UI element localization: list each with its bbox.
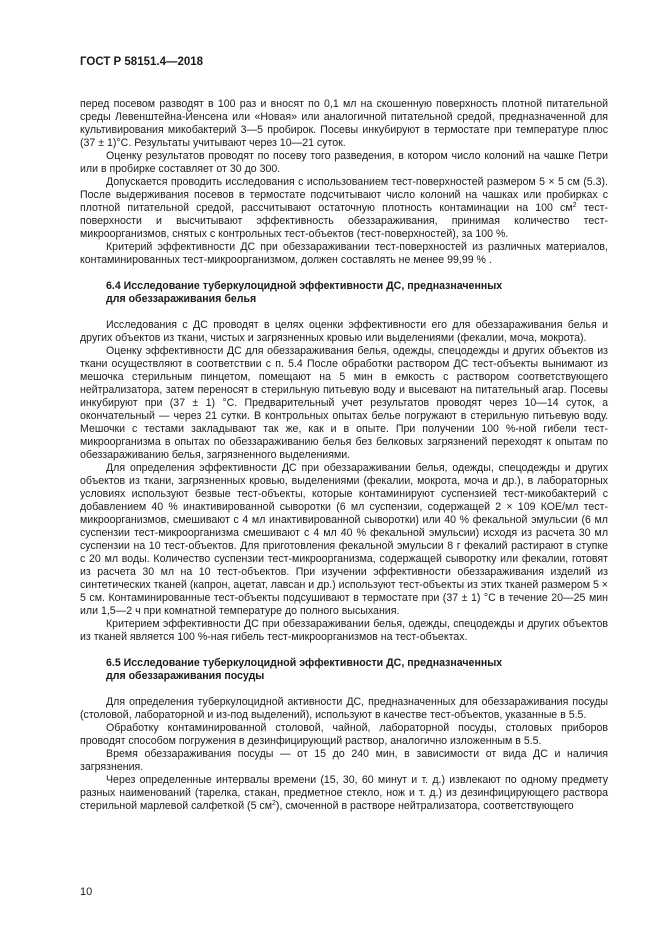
heading-line: 6.4 Исследование туберкулоцидной эффективности ДС, предназначенных <box>106 280 503 292</box>
paragraph: Время обеззараживания посуды — от 15 до 240 мин, в зависимости от вида ДС и наличия загрязнения. <box>80 748 608 773</box>
heading-line: для обеззараживания посуды <box>106 670 265 682</box>
paragraph: Обработку контаминированной столовой, чайной, лабораторной посуды, столовых приборов проводят способом погружения в дезинфицирующий раствор, аналогично изложенным в 5.5. <box>80 722 608 747</box>
section-heading-6-4 <box>106 280 608 306</box>
page-number: 10 <box>80 886 93 898</box>
paragraph-text: ), смоченной в растворе нейтрализатора, соответствующего <box>275 800 574 812</box>
document-code-header: ГОСТ Р 58151.4—2018 <box>80 56 204 68</box>
paragraph: Оценку результатов проводят по посеву того разведения, в котором число колоний на чашке Петри или в пробирке составляет от 30 до 300. <box>80 150 608 175</box>
paragraph: Оценку эффективности ДС для обеззараживания белья, одежды, спецодежды и других объектов из ткани осуществляют в соответствии с п. 5.4 После обработки раствором ДС тест-объекты вынимают из мешочка стерильным пинцетом, помещают на 5 мин в емкость с раствором соответствующего нейтрализатора, затем переносят в стерильную питьевую воду и высевают на питательный агар. Посевы инкубируют при (37 ± 1) °С. Предварительный учет результатов проводят через 10—14 суток, а окончательный — через 21 сутки. В контрольных опытах белье погружают в стерильную питьевую воду. Мешочки с тестами закладывают так же, как и в опыте. При получении 100 %-ной гибели тест-микроорганизма в опытах по обеззараживанию белья без белковых загрязнений переходят к опытам по обеззараживанию белья, загрязненного выделениями. <box>80 345 608 461</box>
superscript: 2 <box>272 800 276 807</box>
paragraph: Критерий эффективности ДС при обеззараживании тест-поверхностей из различных материалов, контаминированных тест-микроорганизмом, должен составлять не менее 99,99 % . <box>80 241 608 266</box>
paragraph: перед посевом разводят в 100 раз и вносят по 0,1 мл на скошенную поверхность плотной питательной среды Левенштейна-Йенсена или «Новая» или аналогичной питательной средой, предназначенной для культивирования микобактерий 3—5 пробирок. Посевы инкубируют в термостате при температуре плюс (37 ± 1)°С. Результаты учитывают через 10—21 суток. <box>80 98 608 149</box>
superscript: 2 <box>572 202 577 209</box>
paragraph-text: Через определенные интервалы времени (15, 30, 60 минут и т. д.) извлекают по одному предмету разных наименований (тарелка, стакан, предметное стекло, нож и т. д.) из дезинфицирующего раствора стерильной марлевой салфеткой (5 см <box>80 774 608 812</box>
document-body <box>80 98 608 813</box>
paragraph-text: тест-поверхности и высчитывают эффективность обеззараживания, принимая количество тест-микроорганизмов, снятых с контрольных тест-объектов (тест-поверхностей), за 100 %. <box>80 202 608 240</box>
heading-line: для обеззараживания белья <box>106 293 257 305</box>
paragraph: Для определения туберкулоцидной активности ДС, предназначенных для обеззараживания посуды (столовой, лабораторной и из-под выделений), используют в качестве тест-объектов, указанные в 5.5. <box>80 696 608 721</box>
paragraph: Для определения эффективности ДС при обеззараживании белья, одежды, спецодежды и других объектов из ткани, загрязненных кровью, выделениями (фекалии, мокрота, моча и др.), в лабораторных условиях используют безвые тест-объекты, которые контаминируют суспензией тест-микобактерий с добавлением 40 % инактивированной сыворотки (6 мл суспензии, содержащей 2 × 109 КОЕ/мл тест-микроорганизмов, смешивают с 4 мл инактивированной сыворотки) или 40 % фекальной эмульсии (6 мл суспензии тест-микроорганизма смешивают с 4 мл 40 % фекальной эмульсии) исходя из расчета 30 мл суспензии на 10 тест-объектов. Для приготовления фекальной эмульсии 8 г фекалий растирают в ступке с 20 мл воды. Количество суспензии тест-микроорганизма, содержащей сыворотку или фекалии, готовят из расчета 30 мл на 10 тест-объектов. При изучении эффективности обеззараживания изделий из синтетических тканей (капрон, ацетат, лавсан и др.) используют тест-объекты из этих тканей размером 5 × 5 см. Контаминированные тест-объекты подсушивают в термостате при (37 ± 1) °С в течение 20—25 мин или 1,5—2 ч при комнатной температуре до полного высыхания. <box>80 462 608 617</box>
paragraph-text: Допускается проводить исследования с использованием тест-поверхностей размером 5 × 5 см (5.3). После выдерживания посевов в термостате подсчитывают число колоний на чашках или пробирках с плотной питательной средой, рассчитывают остаточную плотность контаминации на 100 см <box>80 176 608 214</box>
section-heading-6-5 <box>106 657 608 683</box>
heading-line: 6.5 Исследование туберкулоцидной эффективности ДС, предназначенных <box>106 657 503 669</box>
paragraph <box>80 176 608 241</box>
paragraph: Исследования с ДС проводят в целях оценки эффективности его для обеззараживания белья и других объектов из ткани, чистых и загрязненных кровью или выделениями (фекалии, моча, мокрота). <box>80 319 608 344</box>
paragraph <box>80 774 608 813</box>
paragraph: Критерием эффективности ДС при обеззараживании белья, одежды, спецодежды и других объектов из тканей является 100 %-ная гибель тест-микроорганизмов на тест-объектах. <box>80 618 608 643</box>
